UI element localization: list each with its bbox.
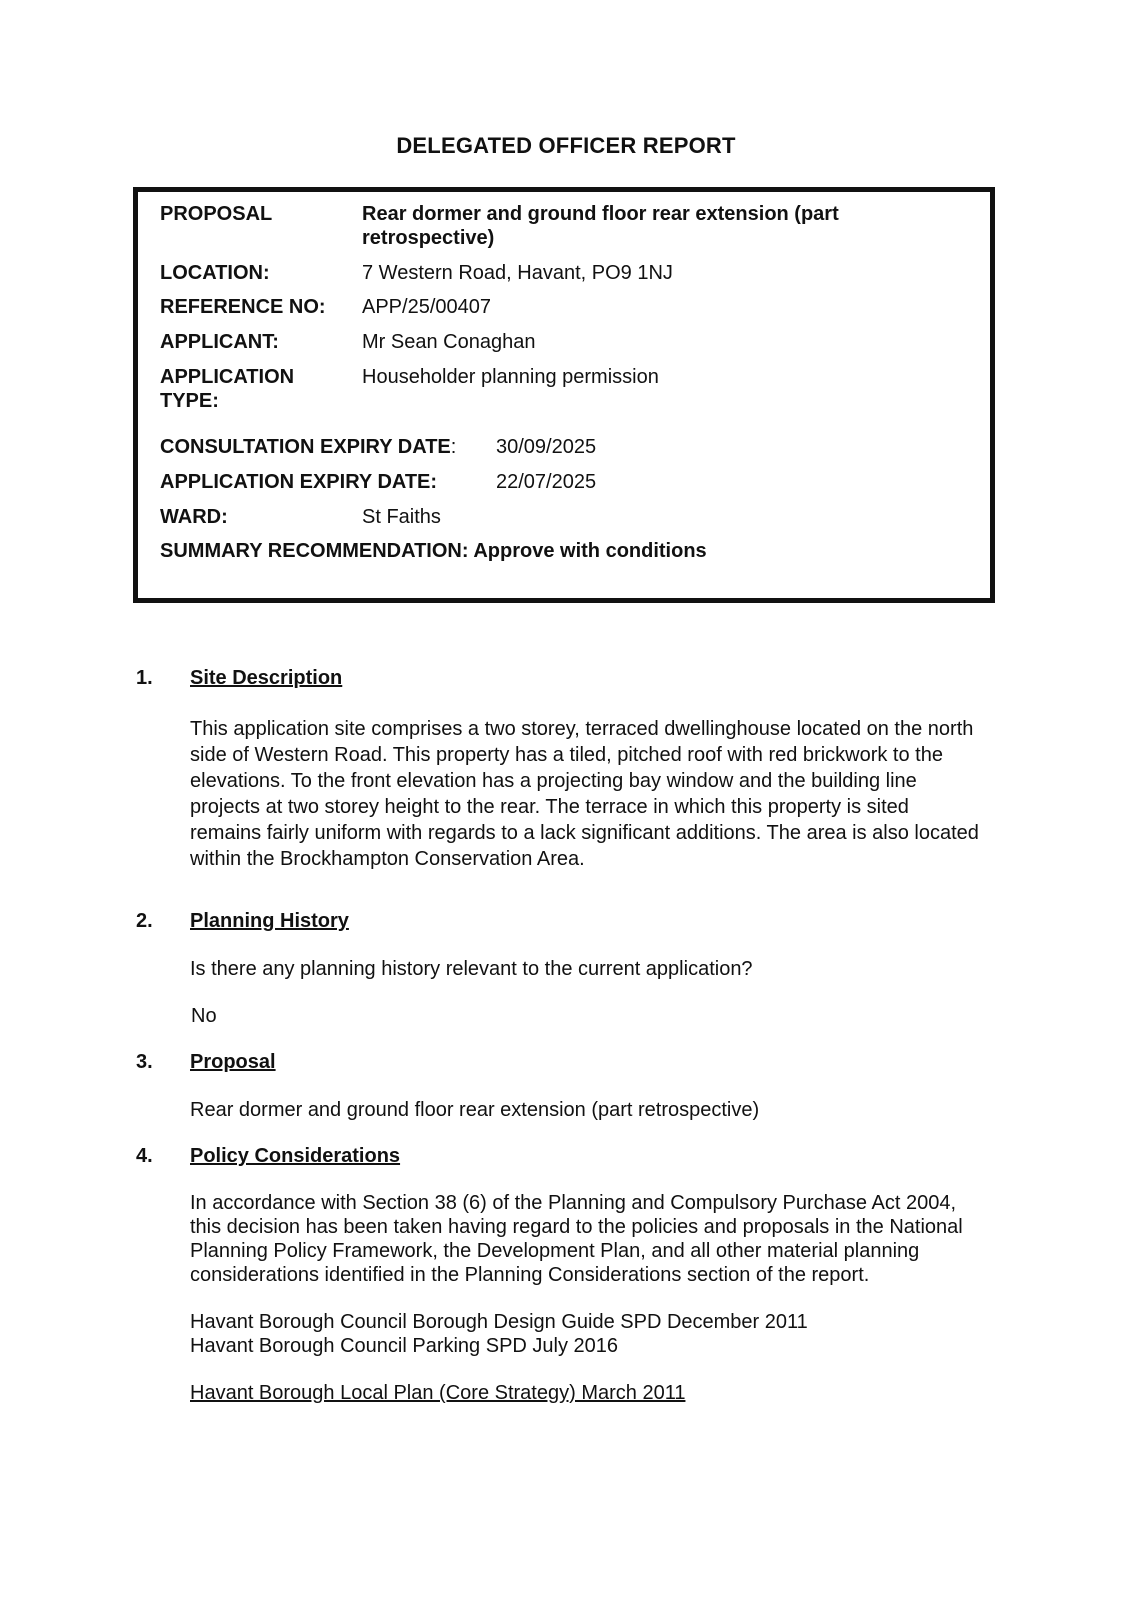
application-expiry-label: APPLICATION EXPIRY DATE: xyxy=(160,471,438,493)
consultation-expiry-label-group xyxy=(160,435,456,459)
application-type-value: Householder planning permission xyxy=(362,366,659,388)
applicant-value: Mr Sean Conaghan xyxy=(362,331,536,353)
section-1-number: 1. xyxy=(136,667,153,689)
section-3-body: Rear dormer and ground floor rear extension (part retrospective) xyxy=(190,1099,760,1121)
reference-value: APP/25/00407 xyxy=(362,296,491,318)
section-2-heading: Planning History xyxy=(190,910,349,932)
location-label: LOCATION: xyxy=(160,262,270,284)
consultation-expiry-value: 30/09/2025 xyxy=(496,436,597,458)
ward-label: WARD: xyxy=(160,506,228,528)
section-1-body: This application site comprises a two storey, terraced dwellinghouse located on the north side of Western Road. This property has a tiled, pitched roof with red brickwork to the elevations. To the front elevation has a projecting bay window and the building line projects at two storey height to the rear. The terrace in which this property is sited remains fairly uniform with regards to a lack significant additions. The area is also located within the Brockhampton Conservation Area. xyxy=(190,718,979,870)
section-1-heading: Site Description xyxy=(190,667,343,689)
ward-value: St Faiths xyxy=(362,506,441,528)
section-4-number: 4. xyxy=(136,1145,153,1167)
applicant-label: APPLICANT: xyxy=(160,331,279,353)
application-type-label: APPLICATION TYPE: xyxy=(160,366,295,412)
section-2-question: Is there any planning history relevant to the current application? xyxy=(190,958,753,980)
policy-guide-1: Havant Borough Council Borough Design Guide SPD December 2011 xyxy=(190,1311,808,1333)
proposal-label: PROPOSAL xyxy=(160,203,273,225)
summary-recommendation-value: Approve with conditions xyxy=(473,540,707,562)
section-4-heading: Policy Considerations xyxy=(190,1145,401,1167)
report-title: DELEGATED OFFICER REPORT xyxy=(396,133,736,158)
consultation-expiry-colon: : xyxy=(450,436,457,458)
section-3-number: 3. xyxy=(136,1051,153,1073)
reference-label: REFERENCE NO: xyxy=(160,296,326,318)
proposal-value: Rear dormer and ground floor rear extension (part retrospective) xyxy=(362,203,839,249)
section-2-number: 2. xyxy=(136,910,153,932)
summary-recommendation xyxy=(160,539,707,563)
local-plan-heading xyxy=(190,1381,990,1405)
consultation-expiry-label: CONSULTATION EXPIRY DATE xyxy=(160,436,451,458)
local-plan-label: Havant Borough Local Plan (Core Strategy) March 2011 xyxy=(190,1382,686,1404)
location-value: 7 Western Road, Havant, PO9 1NJ xyxy=(362,262,673,284)
policy-guide-2: Havant Borough Council Parking SPD July 2016 xyxy=(190,1335,619,1357)
section-2-answer: No xyxy=(191,1005,217,1027)
application-expiry-value: 22/07/2025 xyxy=(496,471,597,493)
summary-recommendation-label: SUMMARY RECOMMENDATION: xyxy=(160,540,469,562)
section-3-heading: Proposal xyxy=(190,1051,276,1073)
section-4-body: In accordance with Section 38 (6) of the Planning and Compulsory Purchase Act 2004, this decision has been taken having regard to the policies and proposals in the National Planning Policy Framework, the Development Plan, and all other material planning considerations identified in the Planning Considerations section of the report. xyxy=(190,1192,963,1286)
